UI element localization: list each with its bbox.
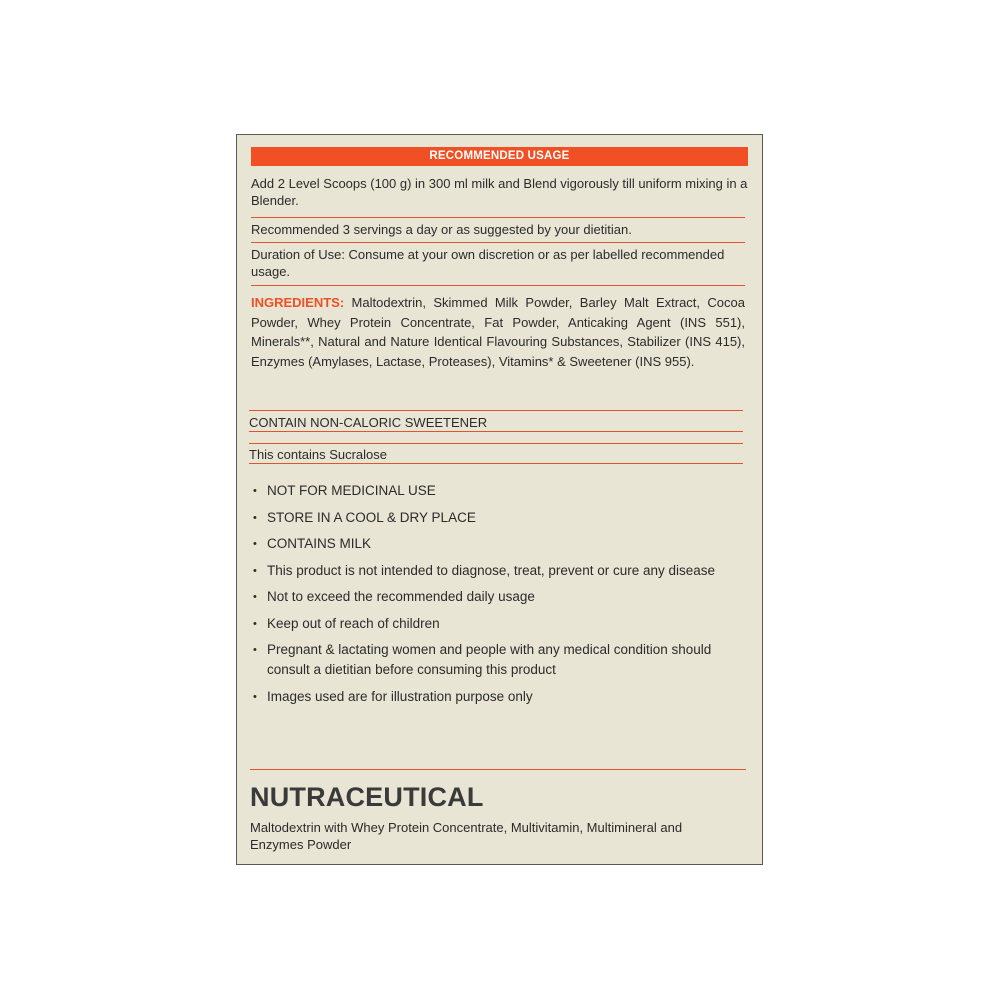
bullet-icon: • <box>253 644 257 656</box>
label-panel <box>236 134 763 865</box>
duration-of-use: Duration of Use: Consume at your own discretion or as per labelled recommended usage. <box>251 247 725 279</box>
divider <box>249 410 743 411</box>
list-item: • CONTAINS MILK <box>251 534 751 554</box>
bullet-icon: • <box>253 564 257 577</box>
divider <box>251 285 745 286</box>
sucralose-note: This contains Sucralose <box>249 447 388 462</box>
divider <box>249 443 743 444</box>
usage-instruction: Add 2 Level Scoops (100 g) in 300 ml milk and Blend vigorously till uniform mixing in a Blender. <box>251 176 748 208</box>
divider <box>251 242 745 243</box>
divider <box>251 217 745 218</box>
ingredients-label: INGREDIENTS: <box>251 295 345 310</box>
bullet-icon: • <box>253 591 257 603</box>
ingredients-paragraph <box>251 293 745 371</box>
list-item: • NOT FOR MEDICINAL USE <box>251 481 751 501</box>
bullet-icon: • <box>253 485 257 497</box>
servings-recommendation: Recommended 3 servings a day or as suggested by your dietitian. <box>251 222 632 237</box>
bullet-icon: • <box>253 690 257 703</box>
product-description: Maltodextrin with Whey Protein Concentrate, Multivitamin, Multimineral and Enzymes Powder <box>250 820 683 852</box>
bullet-icon: • <box>253 538 257 550</box>
divider <box>249 463 743 464</box>
divider <box>250 769 746 770</box>
list-item: • This product is not intended to diagnose, treat, prevent or cure any disease <box>251 561 751 581</box>
list-item: • Images used are for illustration purpose only <box>251 687 751 707</box>
sweetener-heading: CONTAIN NON-CALORIC SWEETENER <box>249 415 488 430</box>
ingredients-text: Maltodextrin, Skimmed Milk Powder, Barley Malt Extract, Cocoa Powder, Whey Protein Concentrate, Fat Powder, Anticaking Agent (INS 551), Minerals**, Natural and Nature Identical Flavouring Substances, Stabilizer (INS 415), Enzymes (Amylases, Lactase, Proteases), Vitamins* & Sweetener (INS 955). <box>251 295 745 369</box>
list-item: • Pregnant & lactating women and people with any medical condition should consult a dietitian before consuming this product <box>253 642 712 677</box>
list-item: • Keep out of reach of children <box>251 614 751 634</box>
bullet-icon: • <box>253 617 257 630</box>
list-item: • Not to exceed the recommended daily usage <box>251 587 751 607</box>
recommended-usage-header: RECOMMENDED USAGE <box>251 147 748 166</box>
list-item: • STORE IN A COOL & DRY PLACE <box>251 508 751 528</box>
bullet-icon: • <box>253 511 257 524</box>
divider <box>249 431 743 432</box>
product-category-title: NUTRACEUTICAL <box>250 782 484 812</box>
warnings-list <box>251 481 751 713</box>
